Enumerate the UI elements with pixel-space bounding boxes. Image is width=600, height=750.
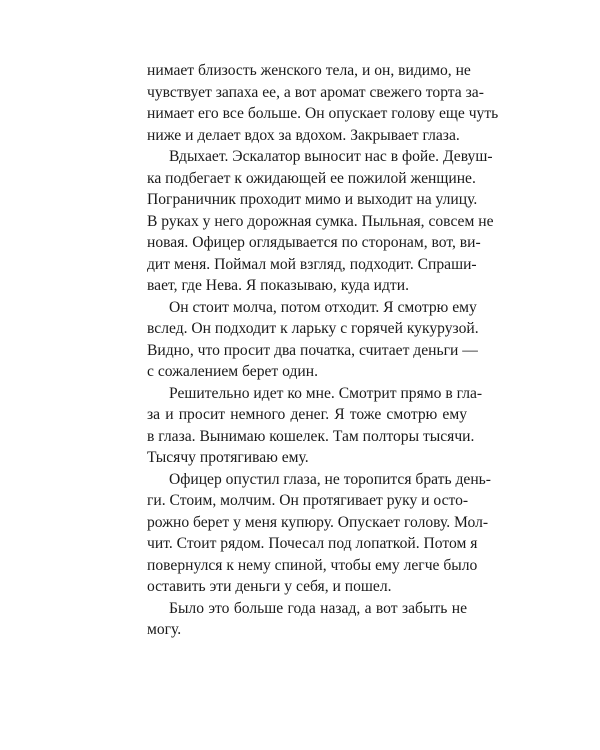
text-line: ниже и делает вдох за вдохом. Закрывает глаза.: [147, 126, 460, 144]
body-text: [147, 60, 499, 641]
text-line: в глаза. Вынимаю кошелек. Там полторы тысячи.: [147, 427, 475, 445]
text-line: Решительно идет ко мне. Смотрит прямо в гла-: [169, 384, 483, 402]
paragraph-3: [147, 297, 479, 383]
text-line: вслед. Он подходит к ларьку с горячей кукурузой.: [147, 320, 479, 337]
text-line: Пограничник проходит мимо и выходит на улицу.: [147, 191, 478, 208]
text-line: В руках у него дорожная сумка. Пыльная, совсем не: [147, 212, 494, 230]
paragraph-4: [147, 383, 483, 469]
text-line: чит. Стоит рядом. Почесал под лопаткой. Потом я: [147, 535, 478, 552]
text-line: Он стоит молча, потом отходит. Я смотрю ему: [169, 298, 477, 316]
paragraph-1: [147, 60, 499, 146]
text-line: Тысячу протягиваю ему.: [147, 449, 309, 466]
paragraph-6: [147, 598, 467, 641]
paragraph-5: [147, 469, 491, 598]
text-line: вает, где Нева. Я показываю, куда идти.: [147, 277, 409, 294]
text-line: новая. Офицер оглядывается по сторонам, вот, ви-: [147, 234, 481, 251]
text-line: ка подбегает к ожидающей ее пожилой женщине.: [147, 169, 476, 187]
text-line: дит меня. Поймал мой взгляд, подходит. Спраши-: [147, 255, 477, 273]
text-line: нимает его все больше. Он опускает голову еще чуть: [147, 105, 499, 122]
text-line: Вдыхает. Эскалатор выносит нас в фойе. Девуш-: [169, 148, 493, 165]
text-line: нимает близость женского тела, и он, видимо, не: [147, 62, 471, 79]
text-line: с сожалением берет один.: [147, 363, 319, 380]
text-line: ги. Стоим, молчим. Он протягивает руку и осто-: [147, 492, 469, 509]
text-line: Офицер опустил глаза, не торопится брать день-: [169, 470, 491, 488]
text-line: Было это больше года назад, а вот забыть не: [169, 599, 467, 617]
text-line: чувствует запаха ее, а вот аромат свежего торта за-: [147, 83, 484, 101]
text-line: рожно берет у меня купюру. Опускает голову. Мол-: [147, 513, 489, 531]
text-line: могу.: [147, 621, 182, 638]
text-line: оставить эти деньги у себя, и пошел.: [147, 578, 392, 595]
text-line: Видно, что просит два початка, считает деньги —: [147, 341, 478, 359]
text-line: повернулся к нему спиной, чтобы ему легче было: [147, 556, 478, 574]
text-line: за и просит немного денег. Я тоже смотрю ему: [147, 406, 467, 423]
paragraph-2: [147, 146, 494, 297]
